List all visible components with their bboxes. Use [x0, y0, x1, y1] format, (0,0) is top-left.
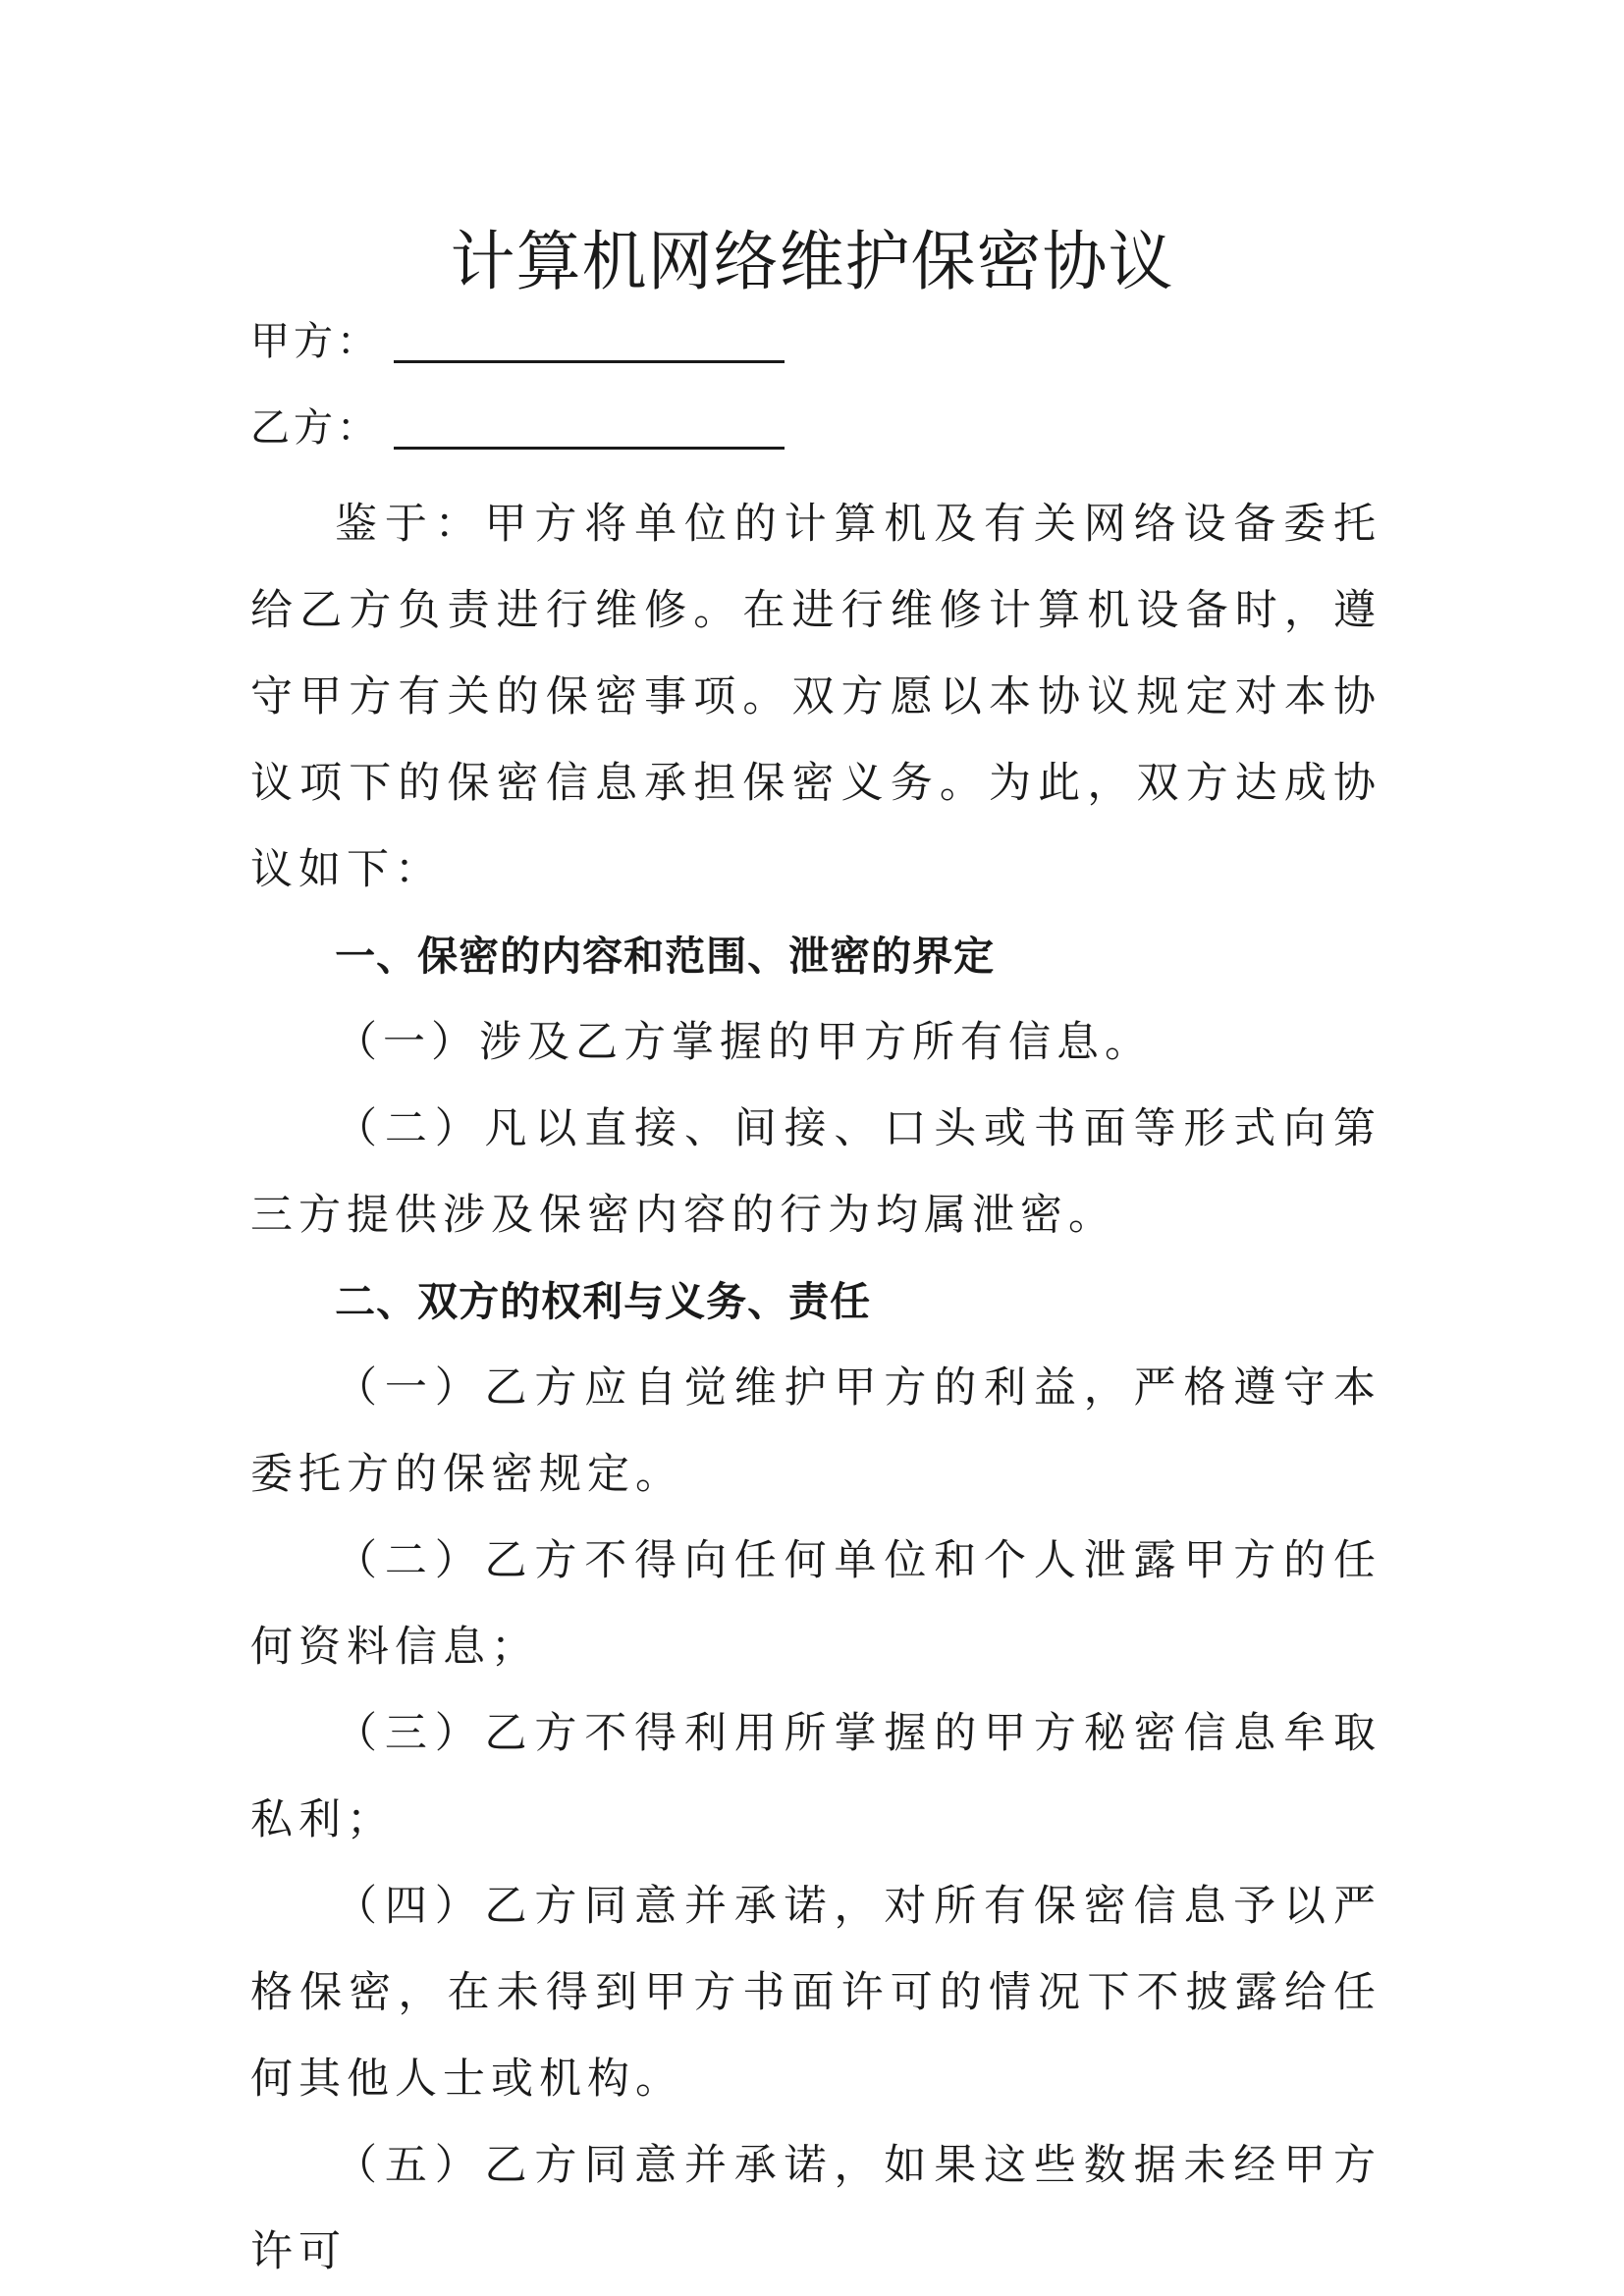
section-2-heading: 二、双方的权利与义务、责任	[335, 1278, 872, 1325]
party-a-blank[interactable]	[394, 321, 785, 363]
document-title: 计算机网络维护保密协议	[450, 224, 1174, 299]
section-2-item: （二）乙方不得向任何单位和个人泄露甲方的任何资料信息；	[250, 1536, 1381, 1672]
section-2-item: （一）乙方应自觉维护甲方的利益，严格遵守本委托方的保密规定。	[250, 1363, 1381, 1499]
section-2-item: （五）乙方同意并承诺，如果这些数据未经甲方许可	[250, 2141, 1381, 2276]
section-2-item: （四）乙方同意并承诺，对所有保密信息予以严格保密，在未得到甲方书面许可的情况下不披露给任何其他人士或机构。	[250, 1882, 1381, 2104]
section-2-item: （三）乙方不得利用所掌握的甲方秘密信息牟取私利；	[250, 1709, 1381, 1844]
party-b-blank[interactable]	[394, 407, 785, 450]
section-1-item: （二）凡以直接、间接、口头或书面等形式向第三方提供涉及保密内容的行为均属泄密。	[250, 1104, 1381, 1240]
party-b-label: 乙方：	[250, 405, 380, 451]
party-b-line	[250, 399, 785, 457]
party-a-line	[250, 312, 785, 371]
intro-paragraph: 鉴于：甲方将单位的计算机及有关网络设备委托给乙方负责进行维修。在进行维修计算机设备时，遵守甲方有关的保密事项。双方愿以本协议规定对本协议项下的保密信息承担保密义务。为此，双方达成协议如下：	[250, 500, 1381, 894]
document-body	[250, 481, 1381, 2295]
section-1-item: （一）涉及乙方掌握的甲方所有信息。	[335, 1018, 1153, 1067]
section-1-heading: 一、保密的内容和范围、泄密的界定	[335, 933, 996, 980]
party-a-label: 甲方：	[250, 319, 380, 364]
